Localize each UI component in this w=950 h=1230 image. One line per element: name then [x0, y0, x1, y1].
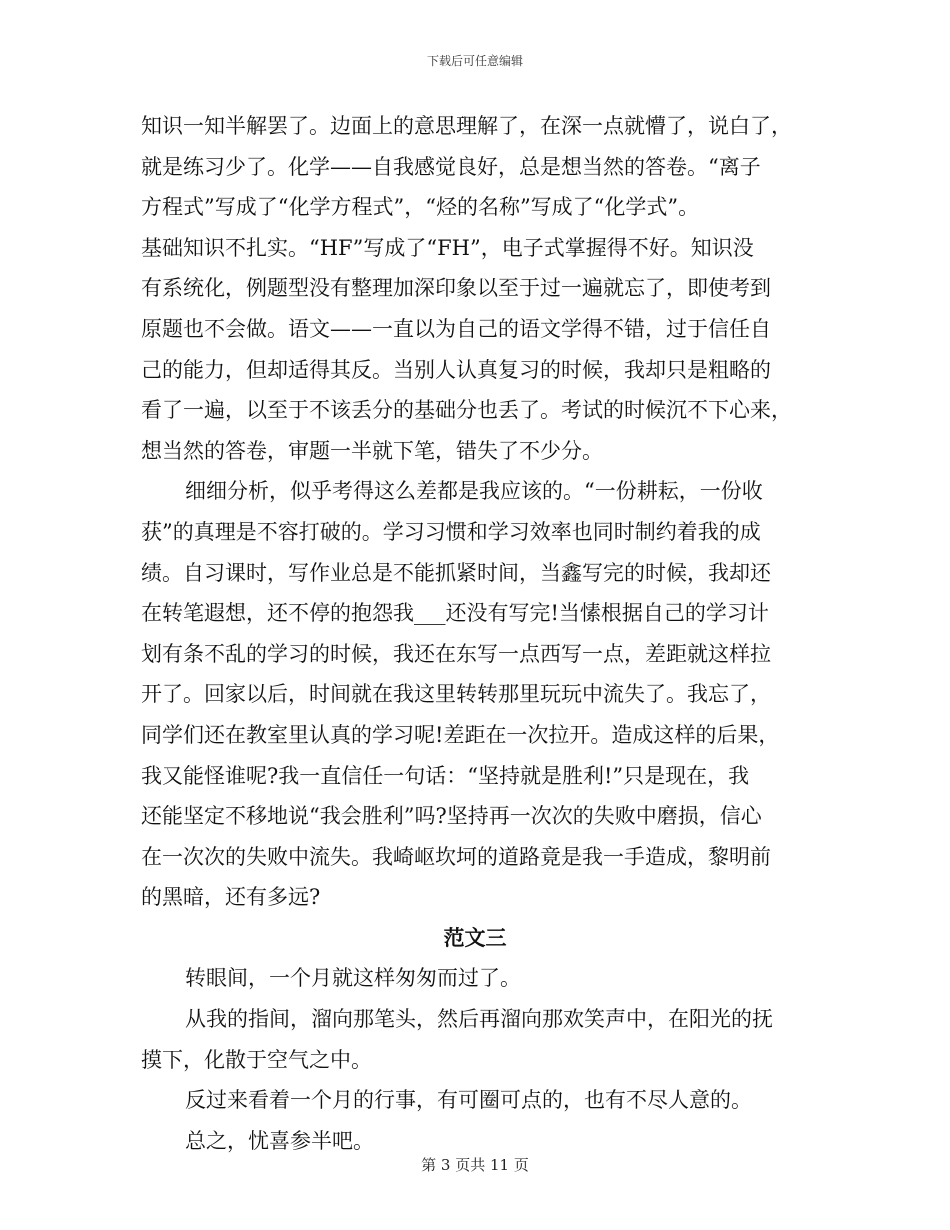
text-line: 反过来看着一个月的行事，有可圈可点的，也有不尽人意的。	[185, 1088, 752, 1113]
text-line: 想当然的答卷，审题一半就下笔，错失了不少分。	[141, 438, 603, 463]
text-line: 获”的真理是不容打破的。学习习惯和学习效率也同时制约着我的成	[141, 519, 761, 544]
text-line: 基础知识不扎实。“HF”写成了“FH”，电子式掌握得不好。知识没	[141, 235, 754, 260]
text-line: 开了。回家以后，时间就在我这里转转那里玩玩中流失了。我忘了，	[141, 682, 771, 707]
text-line: 还能坚定不移地说“我会胜利”吗?坚持再一次次的失败中磨损，信心	[141, 804, 762, 829]
paragraph-1	[141, 106, 809, 471]
text-line: 同学们还在教室里认真的学习呢!差距在一次拉开。造成这样的后果，	[141, 722, 780, 747]
paragraph-4	[141, 999, 809, 1080]
text-line: 看了一遍，以至于不该丢分的基础分也丢了。考试的时候沉不下心来，	[141, 398, 792, 423]
text-line: 绩。自习课时，写作业总是不能抓紧时间，当鑫写完的时候，我却还	[141, 560, 771, 585]
paragraph-2	[141, 471, 809, 918]
text-line: 从我的指间，溜向那笔头，然后再溜向那欢笑声中，在阳光的抚	[185, 1007, 773, 1032]
text-line: 有系统化，例题型没有整理加深印象以至于过一遍就忘了，即使考到	[141, 276, 771, 301]
text-line: 的黑暗，还有多远?	[141, 885, 321, 910]
text-line: 方程式”写成了“化学方程式”，“烃的名称”写成了“化学式”。	[141, 195, 700, 220]
text-line: 我又能怪谁呢?我一直信任一句话：“坚持就是胜利!”只是现在，我	[141, 763, 750, 788]
page-header: 下载后可任意编辑	[426, 54, 523, 68]
text-line: 摸下，化散于空气之中。	[141, 1047, 372, 1072]
document-body	[141, 106, 809, 1161]
text-line: 在转笔遐想，还不停的抱怨我___还没有写完!当愫根据自己的学习计	[141, 601, 769, 626]
text-line: 在一次次的失败中流失。我崎岖坎坷的道路竟是我一手造成，黎明前	[141, 844, 771, 869]
text-line: 转眼间，一个月就这样匆匆而过了。	[185, 966, 521, 991]
text-line: 划有条不乱的学习的时候，我还在东写一点西写一点，差距就这样拉	[141, 641, 771, 666]
text-line: 就是练习少了。化学——自我感觉良好，总是想当然的答卷。“离子	[141, 154, 761, 179]
paragraph-3	[141, 958, 809, 999]
text-line: 总之，忧喜参半吧。	[185, 1128, 374, 1153]
text-line: 原题也不会做。语文——一直以为自己的语文学得不错，过于信任自	[141, 316, 771, 341]
page-footer: 第 3 页共 11 页	[421, 1156, 529, 1174]
text-line: 己的能力，但却适得其反。当别人认真复习的时候，我却只是粗略的	[141, 357, 771, 382]
section-title: 范文三	[443, 924, 507, 950]
text-line: 知识一知半解罢了。边面上的意思理解了，在深一点就懵了，说白了，	[141, 114, 792, 138]
paragraph-5	[141, 1080, 809, 1121]
text-line: 细细分析，似乎考得这么差都是我应该的。“一份耕耘，一份收	[185, 479, 763, 504]
